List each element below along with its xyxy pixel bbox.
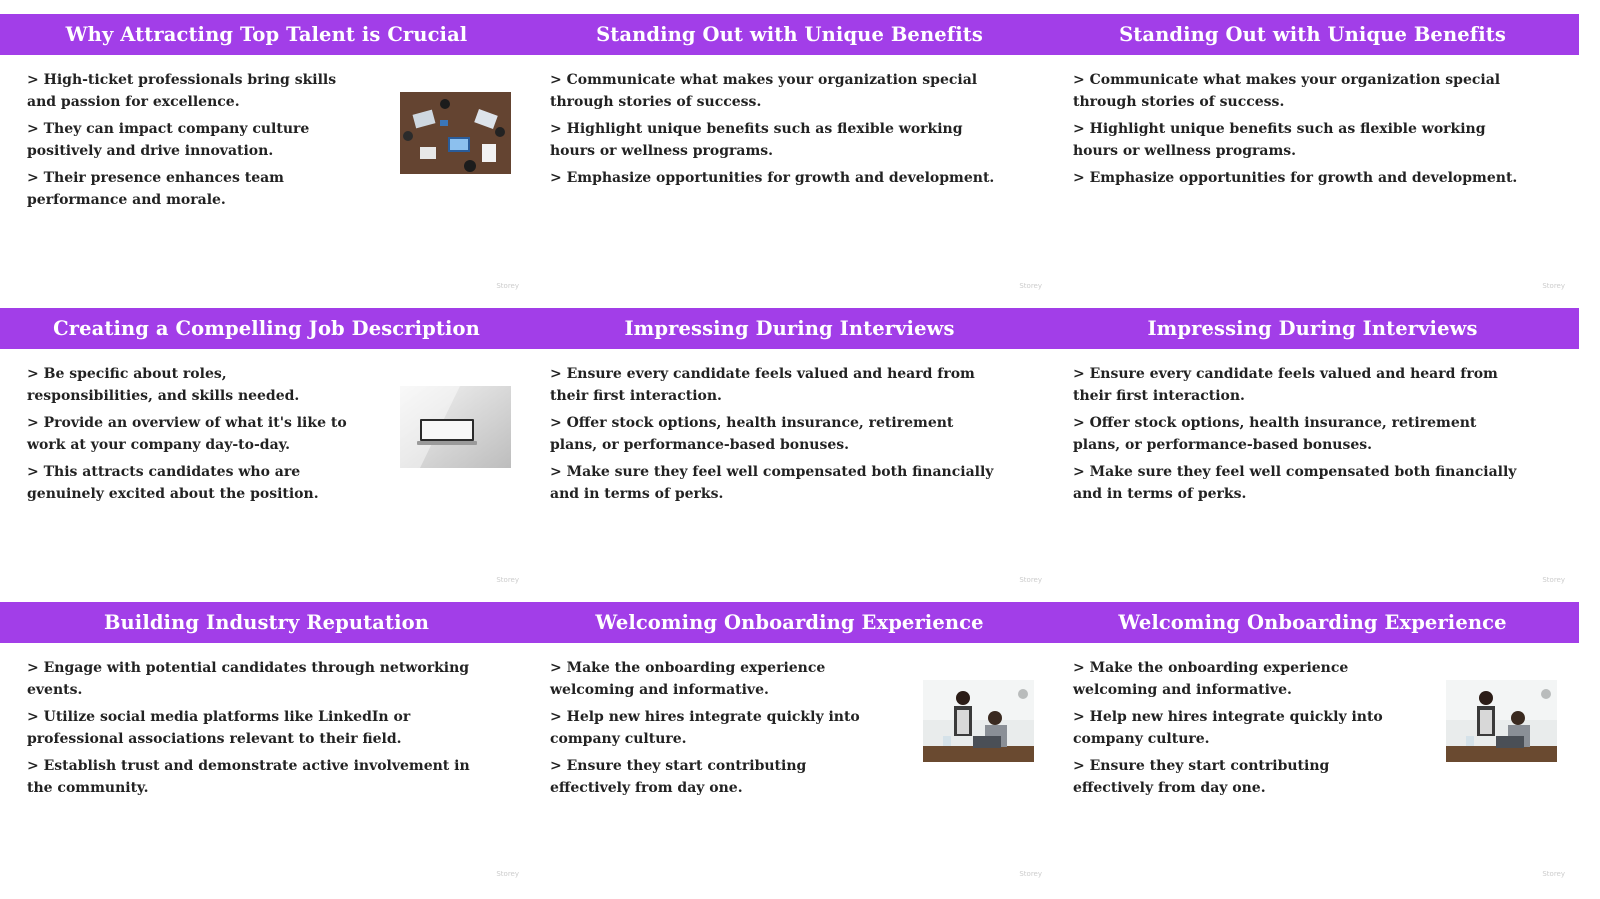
- watermark: Storey: [1019, 576, 1042, 584]
- bullet-item: > Communicate what makes your organization special through stories of success.: [550, 72, 978, 110]
- bullet-item: > Make sure they feel well compensated both financially and in terms of perks.: [550, 464, 994, 502]
- slide: [523, 294, 1056, 587]
- bullet-item: > High-ticket professionals bring skills and passion for excellence.: [27, 72, 337, 110]
- bullet-item: > Ensure every candidate feels valued and heard from their first interaction.: [1073, 366, 1498, 404]
- onboarding-photo: [1446, 680, 1557, 762]
- bullet-list: [27, 69, 352, 216]
- slide-title-bar: [1046, 602, 1579, 643]
- slide-title: Standing Out with Unique Benefits: [1119, 23, 1506, 46]
- slide: [1046, 0, 1579, 293]
- slide-title-bar: [1046, 308, 1579, 349]
- bullet-item: > Emphasize opportunities for growth and development.: [1073, 170, 1518, 186]
- bullet-item: > Ensure they start contributing effectively from day one.: [1073, 758, 1330, 796]
- bullet-list: [1073, 363, 1523, 510]
- watermark: Storey: [496, 870, 519, 878]
- desk-team-photo: [400, 92, 511, 174]
- slide: [1046, 588, 1579, 881]
- bullet-list: [27, 363, 352, 510]
- slide-title: Impressing During Interviews: [624, 317, 955, 340]
- watermark: Storey: [496, 282, 519, 290]
- bullet-item: > Make the onboarding experience welcoming and informative.: [550, 660, 826, 698]
- slide-title: Building Industry Reputation: [103, 611, 430, 634]
- bullet-item: > Offer stock options, health insurance, retirement plans, or performance-based bonuses.: [1073, 415, 1477, 453]
- bullet-item: > This attracts candidates who are genuinely excited about the position.: [27, 464, 319, 502]
- slide: [523, 588, 1056, 881]
- watermark: Storey: [1019, 282, 1042, 290]
- slide-title: Welcoming Onboarding Experience: [595, 611, 984, 634]
- bullet-item: > Help new hires integrate quickly into company culture.: [550, 709, 860, 747]
- watermark: Storey: [496, 576, 519, 584]
- bullet-item: > Communicate what makes your organization special through stories of success.: [1073, 72, 1501, 110]
- onboarding-photo: [923, 680, 1034, 762]
- laptop-photo: [400, 386, 511, 468]
- watermark: Storey: [1542, 282, 1565, 290]
- watermark: Storey: [1542, 870, 1565, 878]
- slide-title-bar: [0, 602, 533, 643]
- bullet-item: > Offer stock options, health insurance, retirement plans, or performance-based bonuses.: [550, 415, 954, 453]
- bullet-item: > They can impact company culture positively and drive innovation.: [27, 121, 310, 159]
- slide: [0, 0, 533, 293]
- bullet-list: [27, 657, 477, 804]
- slide: [1046, 294, 1579, 587]
- slide: [523, 0, 1056, 293]
- bullet-list: [1073, 69, 1523, 194]
- watermark: Storey: [1542, 576, 1565, 584]
- bullet-item: > Highlight unique benefits such as flexible working hours or wellness programs.: [550, 121, 963, 159]
- slide-title-bar: [1046, 14, 1579, 55]
- bullet-item: > Ensure every candidate feels valued and heard from their first interaction.: [550, 366, 975, 404]
- slide-title: Impressing During Interviews: [1147, 317, 1478, 340]
- slide-title-bar: [0, 14, 533, 55]
- bullet-item: > Be specific about roles, responsibilities, and skills needed.: [27, 366, 300, 404]
- watermark: Storey: [1019, 870, 1042, 878]
- bullet-item: > Make the onboarding experience welcoming and informative.: [1073, 660, 1349, 698]
- slide-title-bar: [523, 14, 1056, 55]
- bullet-list: [550, 363, 1000, 510]
- bullet-item: > Utilize social media platforms like LinkedIn or professional associations relevant to their field.: [27, 709, 411, 747]
- slide-title: Standing Out with Unique Benefits: [596, 23, 983, 46]
- slide: [0, 588, 533, 881]
- slide-title: Why Attracting Top Talent is Crucial: [65, 23, 468, 46]
- bullet-item: > Highlight unique benefits such as flexible working hours or wellness programs.: [1073, 121, 1486, 159]
- slide-title: Welcoming Onboarding Experience: [1118, 611, 1507, 634]
- bullet-list: [1073, 657, 1398, 804]
- bullet-item: > Ensure they start contributing effectively from day one.: [550, 758, 807, 796]
- bullet-item: > Help new hires integrate quickly into company culture.: [1073, 709, 1383, 747]
- slide-title-bar: [523, 308, 1056, 349]
- bullet-item: > Establish trust and demonstrate active involvement in the community.: [27, 758, 470, 796]
- bullet-item: > Emphasize opportunities for growth and development.: [550, 170, 995, 186]
- bullet-item: > Provide an overview of what it's like to work at your company day-to-day.: [27, 415, 347, 453]
- bullet-item: > Make sure they feel well compensated both financially and in terms of perks.: [1073, 464, 1517, 502]
- bullet-list: [550, 69, 1000, 194]
- bullet-list: [550, 657, 875, 804]
- slide-title: Creating a Compelling Job Description: [53, 317, 480, 340]
- bullet-item: > Their presence enhances team performance and morale.: [27, 170, 284, 208]
- bullet-item: > Engage with potential candidates through networking events.: [27, 660, 470, 698]
- slide: [0, 294, 533, 587]
- slide-title-bar: [523, 602, 1056, 643]
- slide-title-bar: [0, 308, 533, 349]
